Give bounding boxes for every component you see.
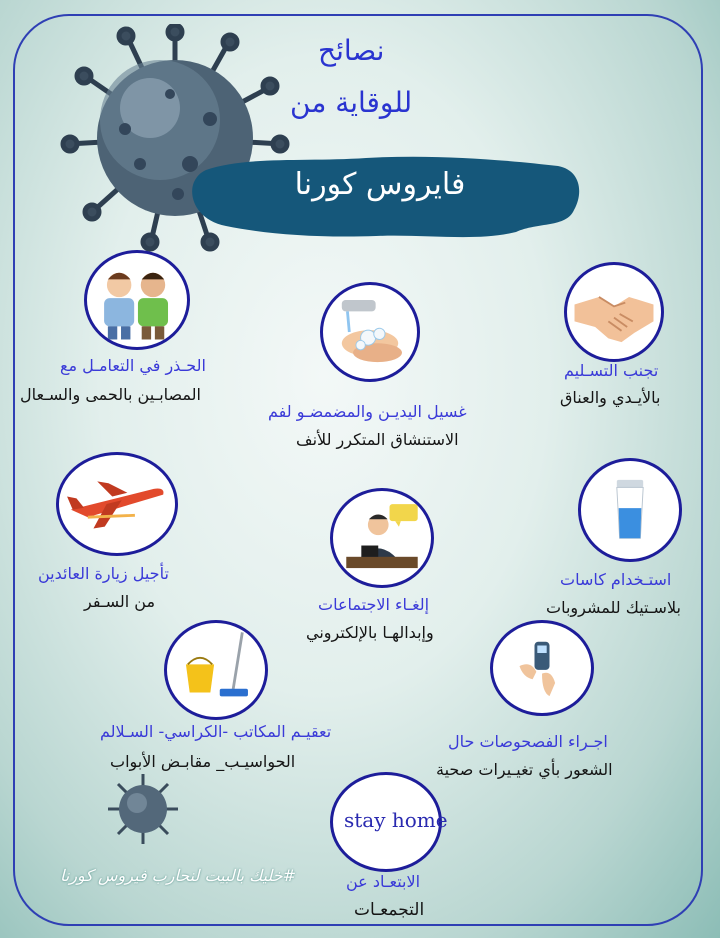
meeting-icon xyxy=(333,491,431,585)
tip-travel-line1: تأجيل زيارة العائدين xyxy=(38,564,169,583)
title-line-2: للوقاية من xyxy=(290,86,413,119)
tip-handshake-line2: بالأيـدي والعناق xyxy=(560,388,661,407)
airplane-icon xyxy=(59,455,175,553)
tip-meetings-line1: إلغـاء الاجتماعات xyxy=(318,595,430,614)
tip-sick-line2: المصابـين بالحمى والسـعال xyxy=(20,385,201,404)
tip-travel-line2: من السـفر xyxy=(84,592,156,611)
children-circle xyxy=(84,250,190,350)
hashtag-text: #خليك بالبيت لنحارب فيروس كورنا xyxy=(60,866,297,885)
meeting-circle xyxy=(330,488,434,588)
cleaning-bucket-icon xyxy=(167,623,265,717)
thermometer-icon xyxy=(493,623,591,713)
tip-handwash-line1: غسيل اليديـن والمضمضـو لفم xyxy=(268,402,467,421)
tip-cleaning-line2: الحواسيـب_ مقابـض الأبواب xyxy=(110,752,296,771)
handshake-circle xyxy=(564,262,664,362)
tip-cups-line2: بلاسـتيك للمشروبات xyxy=(546,598,681,617)
handwash-circle xyxy=(320,282,420,382)
tip-handshake-line1: تجنب التسـليم xyxy=(564,361,659,380)
tip-sick-line1: الحـذر في التعامـل مع xyxy=(60,356,206,375)
tip-meetings-line2: وإبدالهـا بالإلكتروني xyxy=(306,623,434,642)
handshake-icon xyxy=(567,265,661,359)
tip-checkup-line2: الشعور بأي تغيـيرات صحية xyxy=(436,760,613,779)
cup-icon xyxy=(581,461,679,559)
children-icon xyxy=(87,253,187,347)
tip-cleaning-line1: تعقيـم المكاتب -الكراسي- السـلالم xyxy=(100,722,332,741)
tip-distance-line1: الابتعـاد عن xyxy=(346,872,421,891)
handwash-icon xyxy=(323,285,417,379)
cleaning-circle xyxy=(164,620,268,720)
thermometer-circle xyxy=(490,620,594,716)
small-virus-icon xyxy=(104,770,182,848)
tip-checkup-line1: اجـراء الفصحوصات حال xyxy=(448,732,608,751)
tip-distance-line2: التجمعـات xyxy=(354,900,425,920)
tip-cups-line1: استـخدام كاسات xyxy=(560,570,672,589)
cup-circle xyxy=(578,458,682,562)
airplane-circle xyxy=(56,452,178,556)
stay-home-text: stay home xyxy=(344,808,448,832)
title-line-1: نصائح xyxy=(318,34,385,67)
tip-handwash-line2: الاستنشاق المتكرر للأنف xyxy=(296,430,459,449)
banner-title: فايروس كورنا xyxy=(294,167,466,202)
